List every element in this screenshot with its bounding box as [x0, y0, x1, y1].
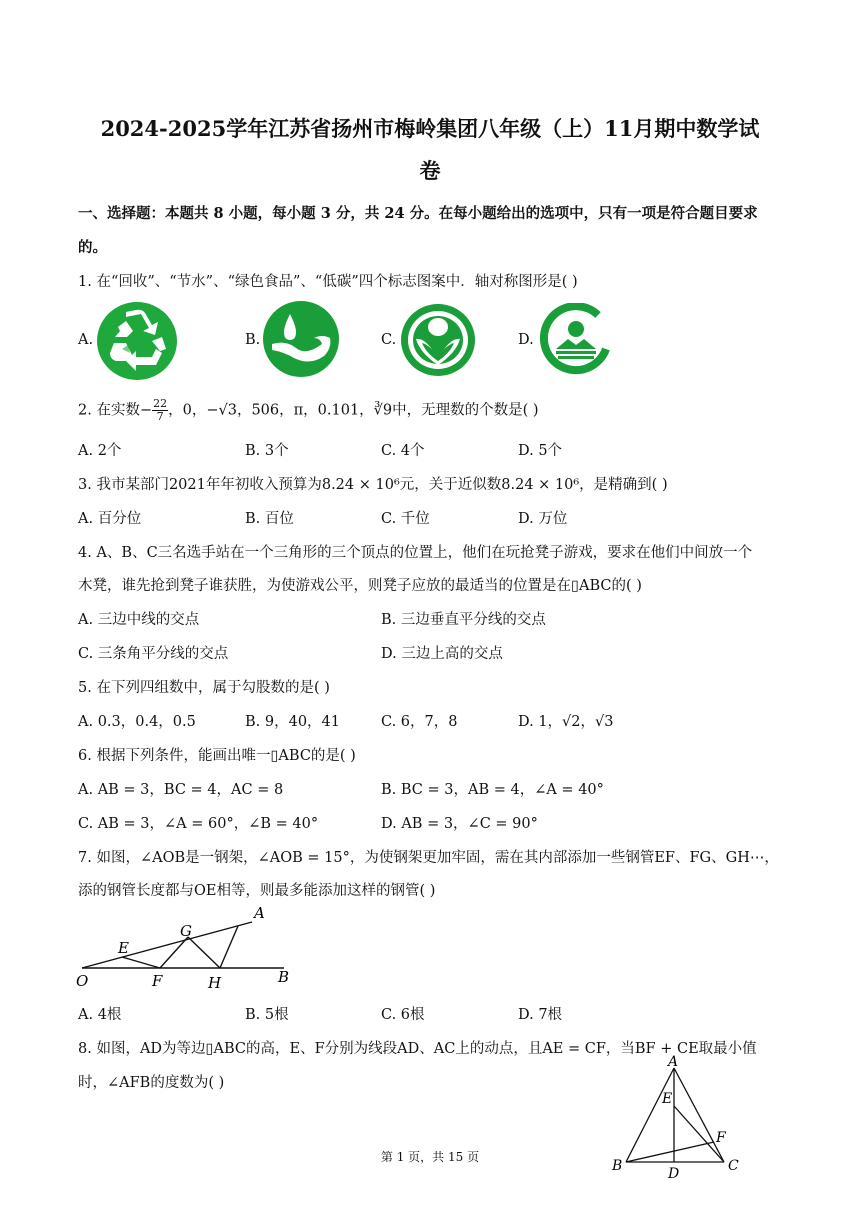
label-c: C	[728, 1158, 739, 1174]
q4-stem-line-2: 木凳，谁先抢到凳子谁获胜，为使游戏公平，则凳子应放的最适当的位置是在▯ABC的( )	[78, 578, 642, 594]
q3-option-c: C. 千位	[381, 511, 430, 527]
q3-stem: 3. 我市某部门2021年年初收入预算为8.24 × 10⁶元，关于近似数8.24 × 10⁶，是精确到( )	[78, 477, 668, 493]
label-b: B	[278, 968, 290, 986]
q2-fraction-numerator: 22	[153, 397, 168, 410]
label-o: O	[76, 972, 89, 990]
label-a: A	[668, 1054, 679, 1070]
label-d: D	[668, 1166, 680, 1182]
q4-option-d: D. 三边上高的交点	[381, 646, 503, 662]
pipe-fg	[160, 937, 188, 968]
q4-stem-line-1: 4. A、B、C三名选手站在一个三角形的三个顶点的位置上，他们在玩抢凳子游戏，要求在他们中间放一个	[78, 545, 753, 561]
recycle-logo-icon	[96, 301, 178, 381]
q5-stem: 5. 在下列四组数中，属于勾股数的是( )	[78, 680, 330, 696]
label-g: G	[180, 922, 192, 940]
q7-option-d: D. 7根	[518, 1007, 563, 1023]
q1-option-d: D.	[518, 332, 534, 348]
q8-stem-line-2: 时，∠AFB的度数为( )	[78, 1075, 225, 1091]
q6-option-c: C. AB = 3，∠A = 60°，∠B = 40°	[78, 816, 319, 832]
q7-option-b: B. 5根	[245, 1007, 289, 1023]
q8-stem-line-1: 8. 如图，AD为等边▯ABC的高，E、F分别为线段AD、AC上的动点，且AE = CF，当BF + CE取最小值	[78, 1041, 757, 1057]
label-b: B	[612, 1158, 623, 1174]
q2-stem-prefix: 2. 在实数	[78, 402, 140, 419]
pipe-h-to-oa	[220, 926, 238, 968]
q1-option-b: B.	[245, 332, 261, 348]
label-f: F	[716, 1130, 726, 1146]
q1-option-c: C.	[381, 332, 397, 348]
label-e: E	[662, 1091, 673, 1107]
q5-option-d: D. 1，√2，√3	[518, 714, 614, 730]
label-a: A	[254, 904, 265, 922]
water-saving-logo-icon	[262, 300, 340, 378]
q2-stem-rest: ，0，−√3，506，π，0.101，∛9中，无理数的个数是( )	[168, 402, 539, 419]
title-line-1: 2024-2025学年江苏省扬州市梅岭集团八年级（上）11月期中数学试	[100, 116, 760, 141]
q6-stem: 6. 根据下列条件，能画出唯一▯ABC的是( )	[78, 748, 356, 764]
q2-fraction	[152, 398, 168, 423]
q7-stem-line-1: 7. 如图，∠AOB是一钢架，∠AOB = 15°，为使钢架更加牢固，需在其内部添加一些钢管EF、FG、GH⋯，	[78, 850, 779, 866]
section-heading-line-1: 一、选择题：本题共 8 小题，每小题 3 分，共 24 分。在每小题给出的选项中，只有一项是符合题目要求	[78, 205, 758, 222]
q2-option-b: B. 3个	[245, 443, 289, 459]
q6-option-d: D. AB = 3，∠C = 90°	[381, 816, 538, 832]
q4-option-a: A. 三边中线的交点	[78, 612, 200, 628]
q7-stem-line-2: 添的钢管长度都与OE相等，则最多能添加这样的钢管( )	[78, 883, 436, 899]
green-food-logo-icon	[400, 303, 476, 377]
q6-option-a: A. AB = 3，BC = 4，AC = 8	[78, 782, 284, 798]
q4-option-b: B. 三边垂直平分线的交点	[381, 612, 546, 628]
q4-option-c: C. 三条角平分线的交点	[78, 646, 229, 662]
q6-option-b: B. BC = 3，AB = 4，∠A = 40°	[381, 782, 604, 798]
pipe-gh	[188, 937, 220, 968]
q2-option-a: A. 2个	[78, 443, 122, 459]
q3-option-a: A. 百分位	[78, 511, 142, 527]
q7-option-c: C. 6根	[381, 1007, 425, 1023]
q5-option-b: B. 9，40，41	[245, 714, 341, 730]
q1-option-a: A.	[78, 332, 94, 348]
q5-option-a: A. 0.3，0.4，0.5	[78, 714, 196, 730]
label-e: E	[118, 939, 129, 957]
q7-option-a: A. 4根	[78, 1007, 122, 1023]
q2-stem: 2. 在实数− $\frac{22}{7}$ ，0，−√3，506，π，0.101，∛9中，无理数的个数是( )	[78, 397, 539, 423]
low-carbon-logo-icon	[538, 303, 614, 377]
page-footer: 第 1 页，共 15 页	[380, 1150, 480, 1164]
label-h: H	[208, 974, 222, 992]
q2-option-d: D. 5个	[518, 443, 563, 459]
title-line-2: 卷	[419, 158, 441, 183]
q2-option-c: C. 4个	[381, 443, 425, 459]
label-f: F	[152, 972, 163, 990]
section-heading-line-2: 的。	[78, 239, 107, 256]
q5-option-c: C. 6，7，8	[381, 714, 458, 730]
q3-option-d: D. 万位	[518, 511, 568, 527]
pipe-ef	[122, 957, 160, 968]
q1-stem: 1. 在“回收”、“节水”、“绿色食品”、“低碳”四个标志图案中．轴对称图形是( )	[78, 274, 578, 290]
q2-fraction-denominator: 7	[156, 410, 164, 423]
page-title	[60, 108, 800, 192]
q7-figure	[74, 902, 300, 994]
q3-option-b: B. 百位	[245, 511, 294, 527]
